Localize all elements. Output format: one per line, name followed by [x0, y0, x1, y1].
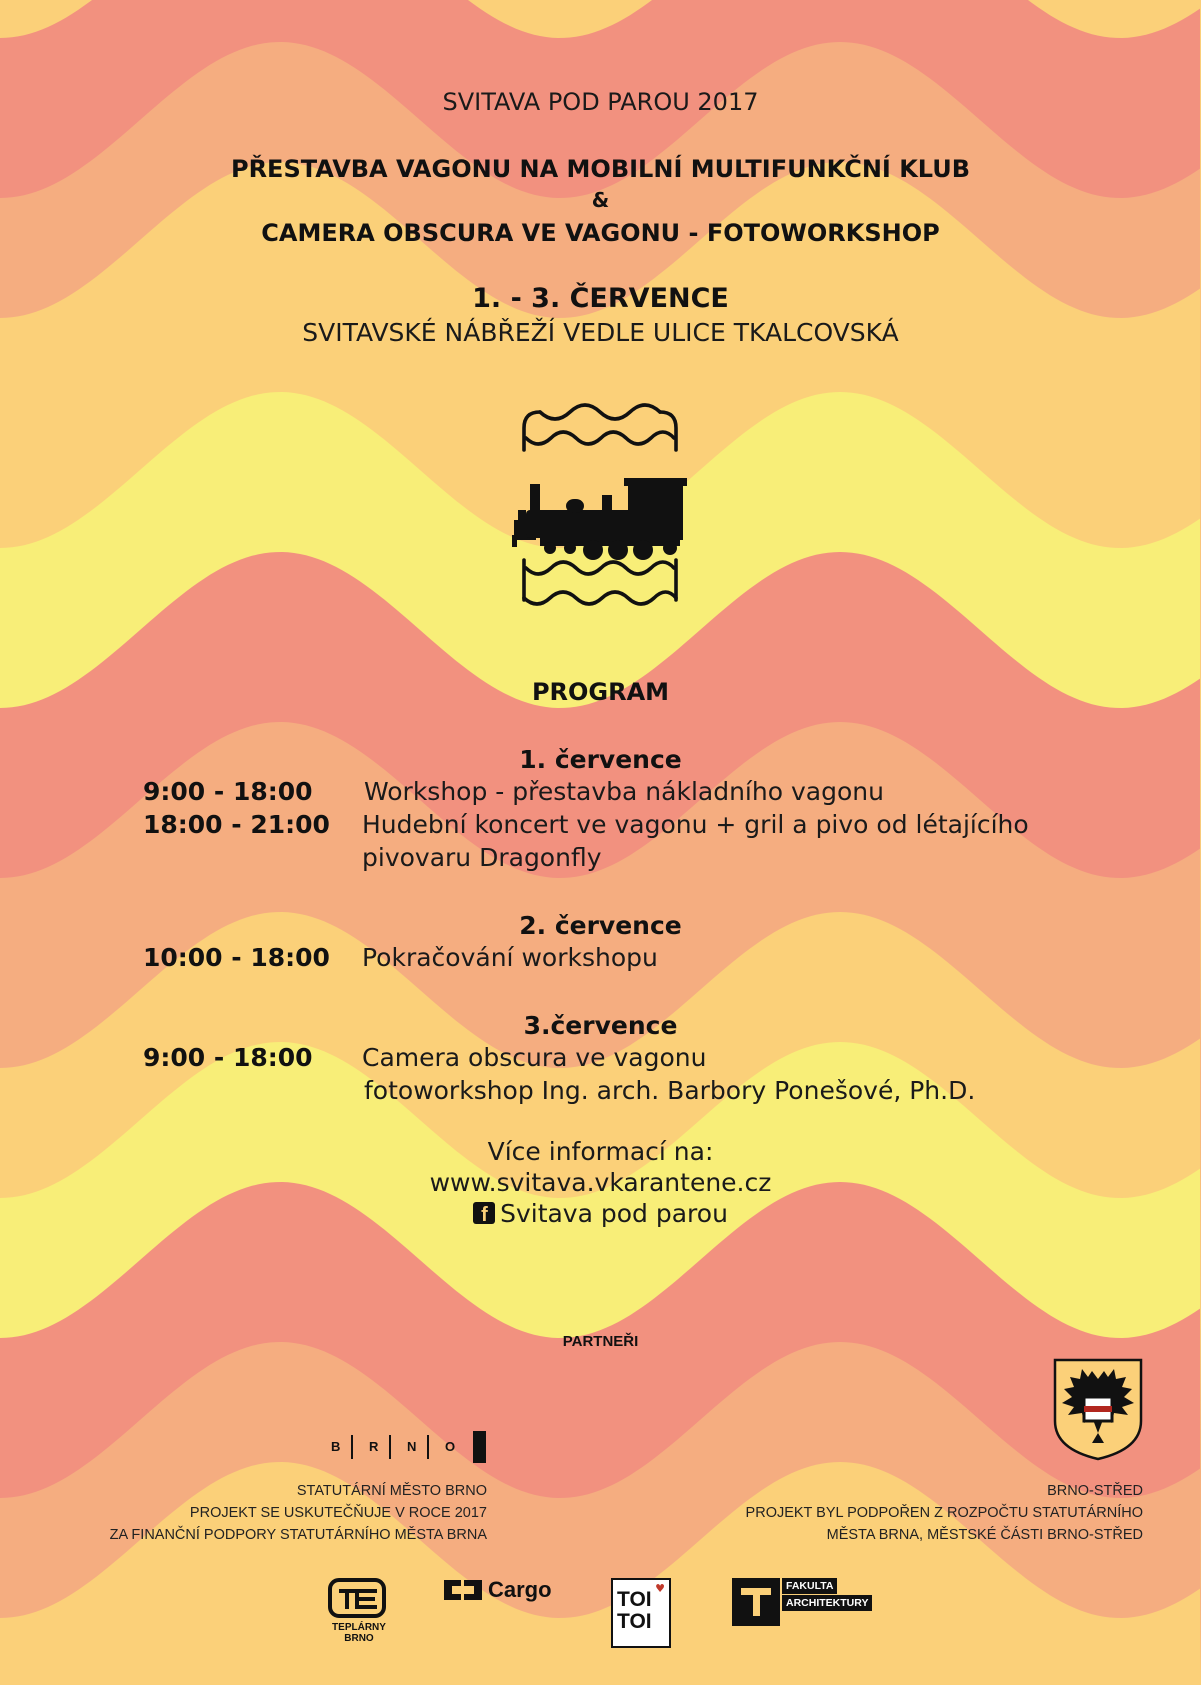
city-support-line-3: ZA FINANČNÍ PODPORY STATUTÁRNÍHO MĚSTA BRNA: [109, 1527, 487, 1543]
district-support-text: [746, 1480, 1143, 1546]
partners-heading: PARTNEŘI: [562, 1333, 639, 1350]
day-2-title: 2. července: [519, 911, 682, 940]
day-3-row-1-text: Camera obscura ve vagonu: [362, 1043, 707, 1072]
cargo-label: Cargo: [488, 1577, 552, 1602]
fa-label-2: ARCHITEKTURY: [782, 1595, 872, 1611]
district-support-line-2: PROJEKT BYL PODPOŘEN Z ROZPOČTU STATUTÁRNÍHO: [745, 1505, 1143, 1521]
title-ampersand: &: [591, 188, 610, 212]
brno-letter-b: B: [331, 1439, 341, 1454]
city-support-line-1: STATUTÁRNÍ MĚSTO BRNO: [296, 1483, 487, 1499]
day-3-row-1-time: 9:00 - 18:00: [143, 1043, 313, 1072]
toi-label-2: TOI: [617, 1610, 652, 1633]
info-label: Více informací na:: [487, 1137, 714, 1166]
teplarny-te-icon: [328, 1578, 386, 1618]
brno-coat-of-arms-icon: [1052, 1357, 1144, 1461]
toi-toi-logo: [611, 1578, 671, 1648]
fakulta-architektury-logo: [732, 1578, 882, 1626]
event-dates: 1. - 3. ČERVENCE: [472, 283, 729, 314]
fa-label-1: FAKULTA: [782, 1578, 837, 1594]
brno-letter-o: O: [445, 1439, 456, 1454]
event-name: SVITAVA POD PAROU 2017: [442, 88, 759, 116]
day-1-row-1-time: 9:00 - 18:00: [143, 777, 313, 806]
district-support-line-1: BRNO-STŘED: [1047, 1483, 1143, 1499]
brno-letter-n: N: [407, 1439, 417, 1454]
title-line-1: PŘESTAVBA VAGONU NA MOBILNÍ MULTIFUNKČNÍ KLUB: [230, 155, 971, 183]
day-1-row-2-time: 18:00 - 21:00: [143, 810, 330, 839]
info-url[interactable]: www.svitava.vkarantene.cz: [429, 1168, 772, 1197]
heart-icon: ♥: [655, 1582, 665, 1595]
toi-label-1: TOI: [617, 1588, 652, 1611]
cd-cargo-logo: [444, 1577, 564, 1607]
facebook-link[interactable]: [0, 1199, 1201, 1228]
cd-cargo-icon: [444, 1580, 482, 1600]
event-location: SVITAVSKÉ NÁBŘEŽÍ VEDLE ULICE TKALCOVSKÁ: [302, 318, 899, 347]
day-1-title: 1. července: [519, 745, 682, 774]
title-line-2: CAMERA OBSCURA VE VAGONU - FOTOWORKSHOP: [261, 219, 940, 247]
facebook-label: Svitava pod parou: [500, 1199, 728, 1228]
brno-logo: [323, 1431, 489, 1463]
teplarny-label-2: BRNO: [344, 1633, 374, 1644]
program-heading: PROGRAM: [531, 678, 670, 706]
day-2-row-1-time: 10:00 - 18:00: [143, 943, 330, 972]
train-waves-icon: [500, 400, 700, 620]
day-2-row-1-text: Pokračování workshopu: [362, 943, 658, 972]
teplarny-brno-logo: [326, 1578, 392, 1648]
city-support-text: [110, 1480, 487, 1546]
day-1-row-2-text: Hudební koncert ve vagonu + gril a pivo od létajícího: [362, 810, 1029, 839]
day-1-row-2-text-cont: pivovaru Dragonfly: [362, 843, 602, 872]
day-1-row-1-text: Workshop - přestavba nákladního vagonu: [364, 777, 884, 806]
day-3-title: 3.července: [523, 1011, 678, 1040]
brno-letter-r: R: [369, 1439, 379, 1454]
teplarny-label-1: TEPLÁRNY: [332, 1622, 386, 1633]
facebook-icon: f: [473, 1202, 495, 1224]
district-support-line-3: MĚSTA BRNA, MĚSTSKÉ ČÁSTI BRNO-STŘED: [826, 1527, 1143, 1543]
fa-t-icon: [732, 1578, 780, 1626]
day-3-row-1-text-cont: fotoworkshop Ing. arch. Barbory Ponešové, Ph.D.: [364, 1076, 976, 1105]
city-support-line-2: PROJEKT SE USKUTEČŇUJE V ROCE 2017: [189, 1505, 487, 1521]
